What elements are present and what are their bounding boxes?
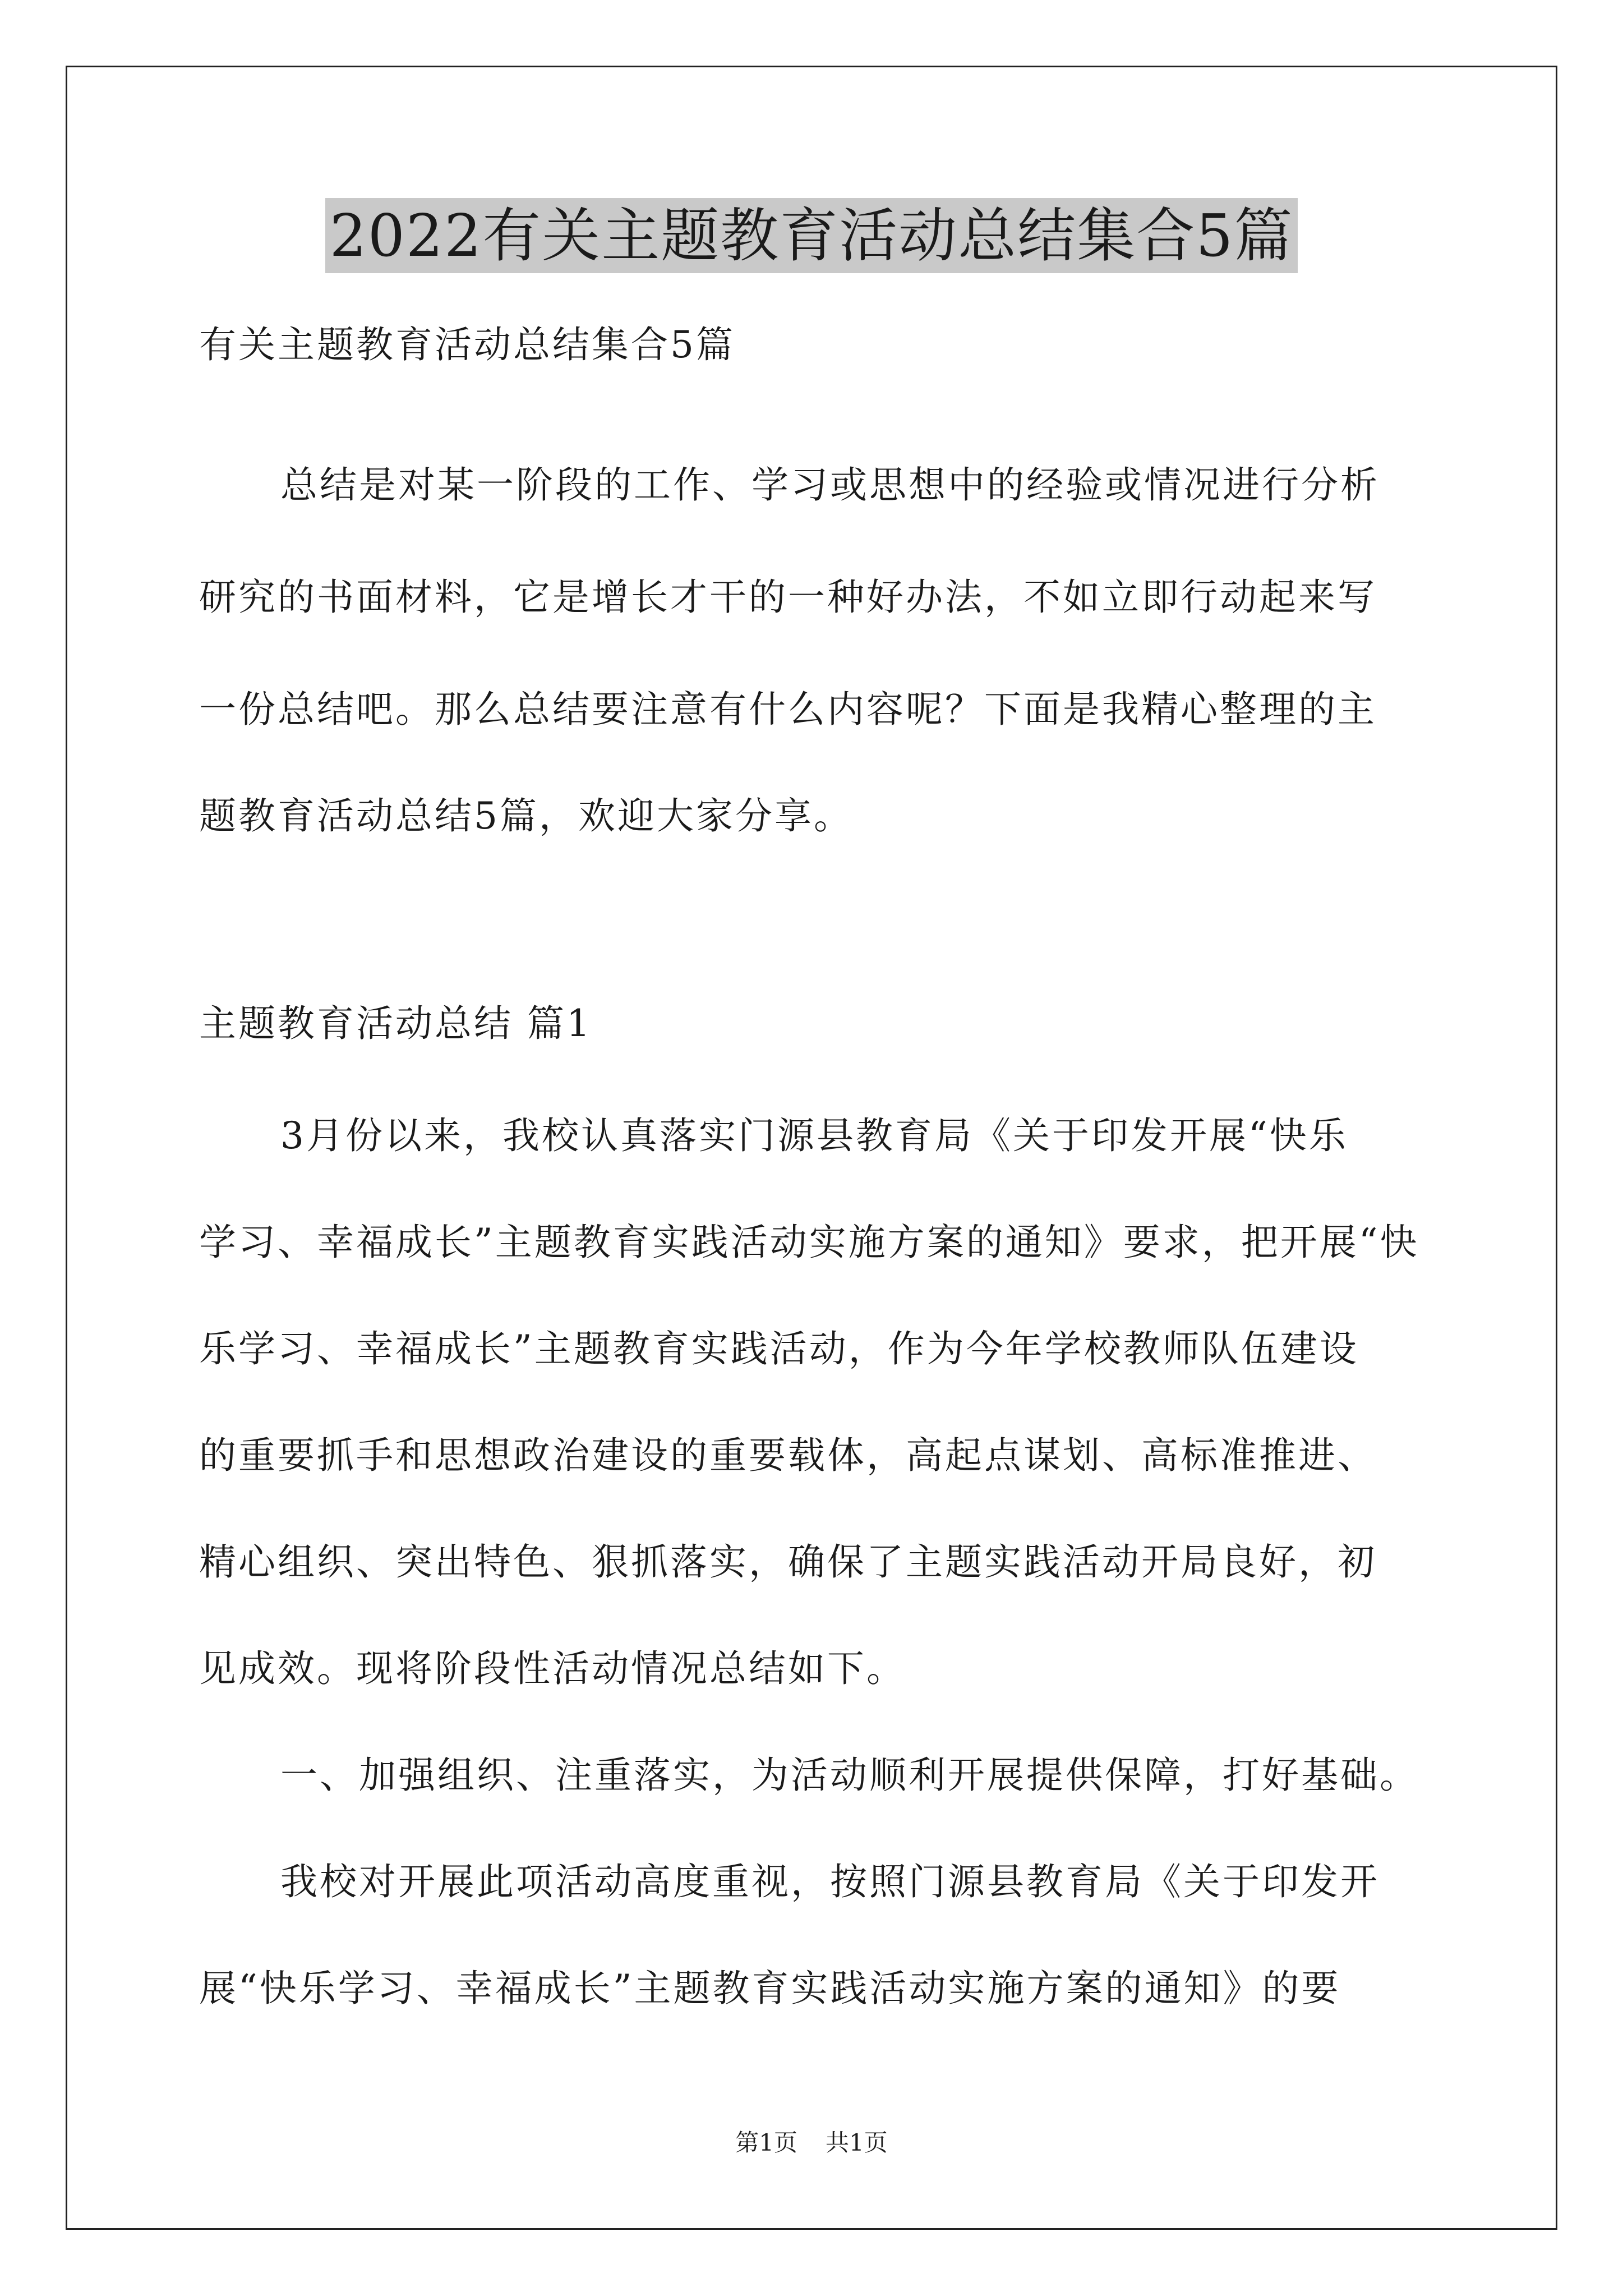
intro-line-1: 总结是对某一阶段的工作、学习或思想中的经验或情况进行分析 (280, 463, 1380, 507)
intro-line-2: 研究的书面材料，它是增长才干的一种好办法，不如立即行动起来写 (199, 576, 1377, 619)
section-line-7: 一、加强组织、注重落实，为活动顺利开展提供保障，打好基础。 (280, 1754, 1419, 1797)
page-number: 第1页 (735, 2129, 797, 2156)
document-title-text: 2022有关主题教育活动总结集合5篇 (325, 198, 1298, 273)
document-subtitle: 有关主题教育活动总结集合5篇 (199, 323, 735, 366)
section-line-1: 3月份以来，我校认真落实门源县教育局《关于印发开展“快乐 (280, 1114, 1348, 1157)
section-line-3: 乐学习、幸福成长”主题教育实践活动，作为今年学校教师队伍建设 (199, 1327, 1359, 1370)
section-line-2: 学习、幸福成长”主题教育实践活动实施方案的通知》要求，把开展“快 (199, 1221, 1419, 1264)
document-title (0, 196, 1623, 275)
section-line-9: 展“快乐学习、幸福成长”主题教育实践活动实施方案的通知》的要 (199, 1967, 1341, 2010)
section-line-5: 精心组织、突出特色、狠抓落实，确保了主题实践活动开局良好，初 (199, 1540, 1377, 1584)
section-line-6: 见成效。现将阶段性活动情况总结如下。 (199, 1647, 906, 1690)
section-line-8: 我校对开展此项活动高度重视，按照门源县教育局《关于印发开 (280, 1860, 1380, 1903)
page-total: 共1页 (826, 2129, 888, 2156)
intro-line-3: 一份总结吧。那么总结要注意有什么内容呢？下面是我精心整理的主 (199, 688, 1377, 731)
page-footer (0, 2126, 1623, 2160)
section-line-4: 的重要抓手和思想政治建设的重要载体，高起点谋划、高标准推进、 (199, 1434, 1377, 1477)
intro-line-4: 题教育活动总结5篇，欢迎大家分享。 (199, 794, 853, 838)
section-heading: 主题教育活动总结 篇1 (199, 1002, 592, 1045)
